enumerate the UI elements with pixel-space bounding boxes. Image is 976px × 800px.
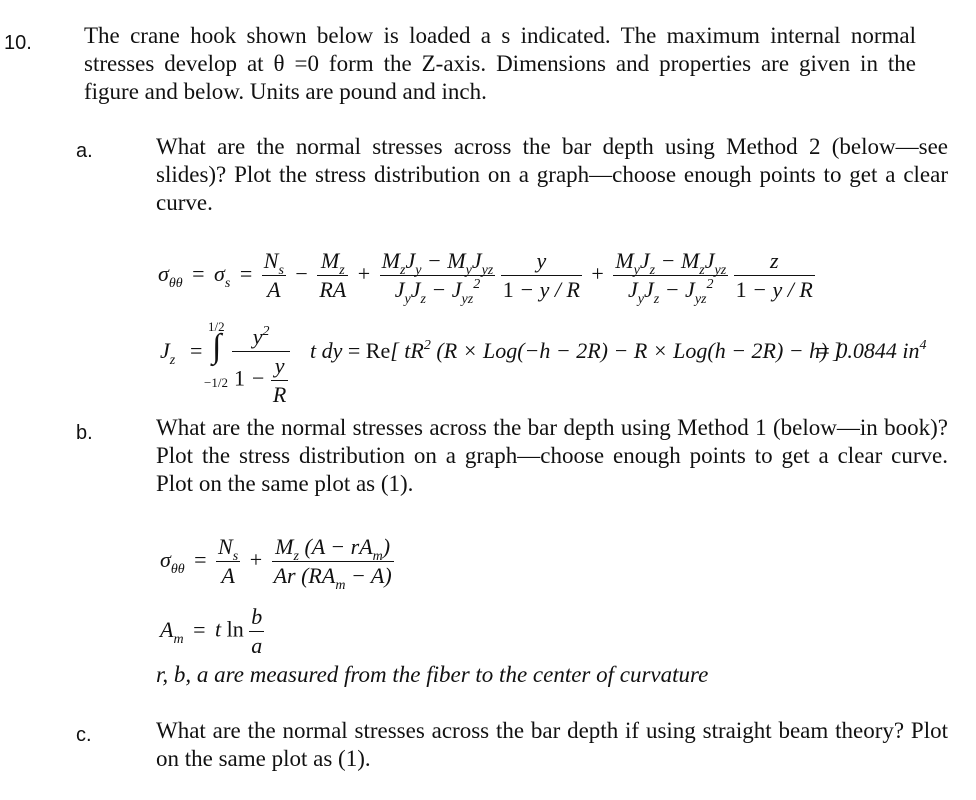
- jz-value: = 0.0844 in: [816, 338, 920, 363]
- method2-stress-equation: $\sigma_{\theta\theta} = \sigma_s$ = $\frac{N_s}{A}$ − $\frac{M_z}{RA}$ + $\frac{M_zJ_y - M_yJ_{yz}}{J_yJ_z - J_{yz}^2}$ $\frac{y}{1 - y / R}$ + $\frac{M_yJ_z - M_zJ_{yz}}{J_yJ_z - J_{yz}^2}$ $\frac{z}{1 - y / R}$: [158, 248, 813, 307]
- jz-integral-equation: $J_z$ = 1/2 ∫ −1/2 $y^2$ 1 − $\frac{y}{R}$ t dy = Re[ $tR^2$ (R × Log(−h − 2R) − R × Log(h − 2R) − h) ] = 0.0844 $in^4$: [160, 319, 927, 407]
- part-b-label: b.: [76, 422, 93, 444]
- method1-stress-equation: $\sigma_{\theta\theta}$ = $\frac{N_s}{A}$ + $\frac{M_z (A - rA_m)}{Ar (RA_m - A)}$: [160, 534, 392, 593]
- part-c-label: c.: [76, 724, 92, 746]
- am-equation: $A_m = t$ ln $\frac{b}{a}$: [160, 604, 263, 658]
- part-c-text: What are the normal stresses across the bar depth if using straight beam theory? Plot on the same plot as (1).: [156, 718, 948, 771]
- problem-intro: The crane hook shown below is loaded a s indicated. The maximum internal normal stresses develop at θ =0 form the Z-axis. Dimensions and properties are given in the figure and below. Units are pound and inch.: [84, 23, 916, 104]
- part-a-text: What are the normal stresses across the bar depth using Method 2 (below—see slides)? Plot the stress distribution on a graph—choose enough points to get a clear curve.: [156, 134, 948, 215]
- part-b-text: What are the normal stresses across the bar depth using Method 1 (below—in book)? Plot the stress distribution on a graph—choose enough points to get a clear curve. Plot on the same plot as (1).: [156, 415, 948, 496]
- problem-number: 10.: [4, 32, 32, 54]
- part-a-label: a.: [76, 140, 93, 162]
- part-b-note: r, b, a are measured from the fiber to the center of curvature: [156, 662, 709, 687]
